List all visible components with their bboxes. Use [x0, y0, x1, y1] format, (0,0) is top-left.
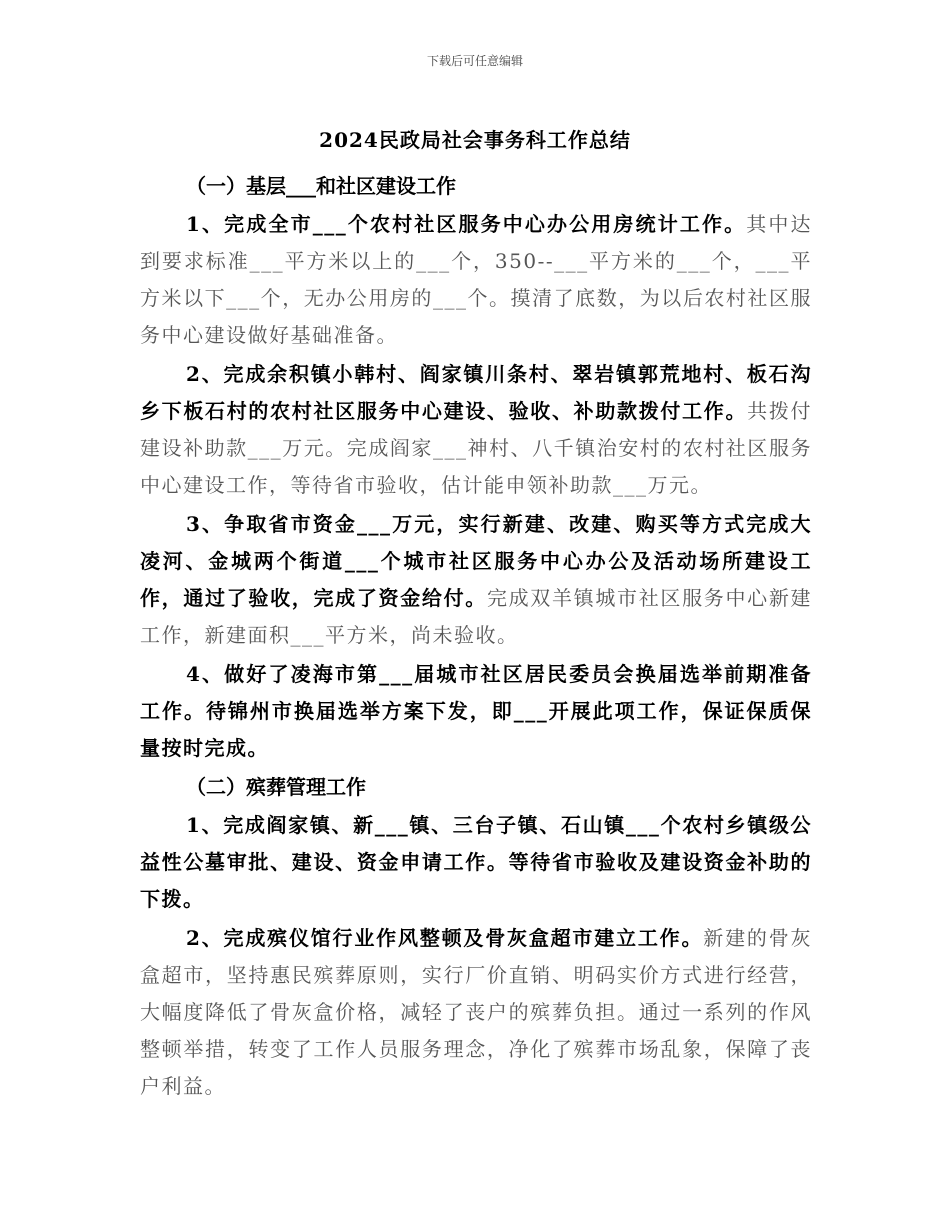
paragraph-2-2 [140, 920, 812, 1105]
paragraph-bold-text: 1、完成阎家镇、新___镇、三台子镇、石山镇___个农村乡镇级公益性公墓审批、建设、资金申请工作。等待省市验收及建设资金补助的下拨。 [140, 813, 812, 911]
section-heading-1: （一）基层___和社区建设工作 [186, 174, 456, 198]
paragraph-bold-text: 1、完成全市___个农村社区服务中心办公用房统计工作。 [186, 212, 747, 236]
paragraph-normal-text: 共拨付建设补助款___万元。完成阎家___神村、八千镇治安村的农村社区服务中心建设工作，等待省市验收，估计能申领补助款___万元。 [140, 399, 813, 497]
document-title: 2024民政局社会事务科工作总结 [319, 128, 631, 152]
paragraph-1-4 [140, 656, 812, 767]
paragraph-bold-text: 2、完成余积镇小韩村、阎家镇川条村、翠岩镇郭荒地村、板石沟乡下板石村的农村社区服务中心建设、验收、补助款拨付工作。 [140, 362, 812, 423]
paragraph-1-2 [140, 356, 812, 504]
paragraph-bold-text: 4、做好了凌海市第___届城市社区居民委员会换届选举前期准备工作。待锦州市换届选举方案下发，即___开展此项工作，保证保质保量按时完成。 [140, 662, 812, 760]
header-note: 下载后可任意编辑 [426, 54, 523, 68]
paragraph-1-1 [140, 206, 812, 354]
paragraph-bold-text: 2、完成殡仪馆行业作风整顿及骨灰盒超市建立工作。 [186, 926, 704, 950]
document-body [140, 168, 812, 1107]
section-heading-2: （二）殡葬管理工作 [186, 775, 366, 799]
paragraph-normal-text: 完成双羊镇城市社区服务中心新建工作，新建面积___平方米，尚未验收。 [140, 586, 813, 647]
paragraph-1-3 [140, 506, 812, 654]
paragraph-2-1 [140, 807, 812, 918]
paragraph-normal-text: 新建的骨灰盒超市，坚持惠民殡葬原则，实行厂价直销、明码实价方式进行经营，大幅度降低了骨灰盒价格，减轻了丧户的殡葬负担。通过一系列的作风整顿举措，转变了工作人员服务理念，净化了殡葬市场乱象，保障了丧户利益。 [140, 926, 813, 1098]
paragraph-normal-text: 其中达到要求标准___平方米以上的___个，350--___平方米的___个，___平方米以下___个，无办公用房的___个。摸清了底数，为以后农村社区服务中心建设做好基础准备。 [140, 212, 812, 347]
paragraph-bold-text: 3、争取省市资金___万元，实行新建、改建、购买等方式完成大凌河、金城两个街道___个城市社区服务中心办公及活动场所建设工作，通过了验收，完成了资金给付。 [140, 512, 812, 610]
